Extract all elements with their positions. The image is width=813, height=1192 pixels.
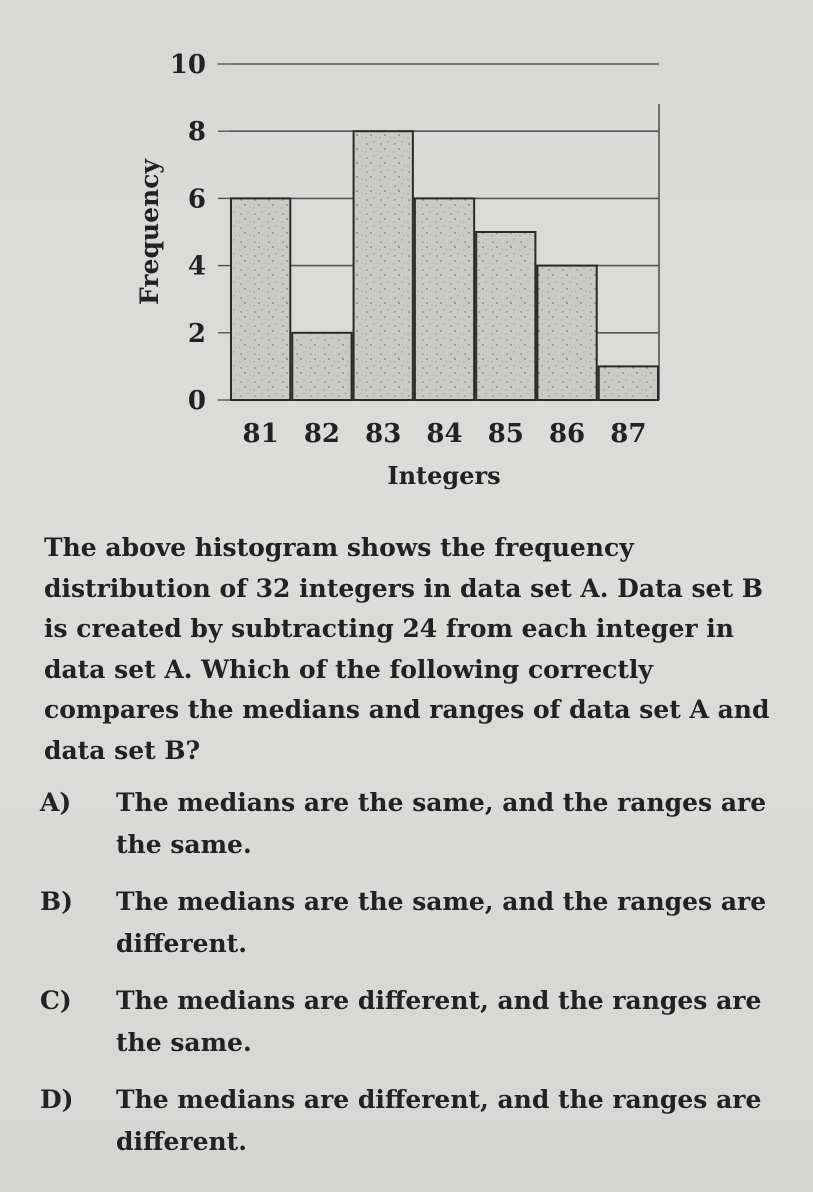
- x-tick-label: 83: [365, 419, 402, 449]
- bar-83: [354, 131, 413, 400]
- y-axis-label: Frequency: [135, 159, 164, 305]
- x-tick-label: 87: [610, 419, 647, 449]
- x-tick-label: 82: [303, 419, 341, 449]
- choice-b-text: The medians are the same, and the ranges are different.: [116, 887, 767, 958]
- choice-a[interactable]: [40, 782, 790, 866]
- y-tick-label: 4: [187, 251, 206, 282]
- choice-a-letter: A): [40, 788, 72, 817]
- y-tick-label: 8: [187, 117, 206, 148]
- choice-c-text: The medians are different, and the ranges are the same.: [116, 986, 762, 1057]
- choice-d-text: The medians are different, and the ranges are different.: [116, 1085, 762, 1156]
- answer-choices: [40, 782, 790, 1178]
- choice-b-letter: B): [40, 887, 73, 916]
- x-tick-label: 84: [426, 419, 463, 449]
- bar-82: [292, 333, 351, 400]
- y-tick-label: 0: [187, 386, 206, 416]
- bar-84: [415, 198, 474, 400]
- choice-d[interactable]: [40, 1079, 790, 1163]
- x-axis-label: Integers: [387, 461, 501, 490]
- bar-81: [231, 198, 290, 400]
- x-tick-label: 81: [242, 419, 279, 449]
- y-tick-label: 6: [187, 184, 206, 215]
- choice-d-letter: D): [40, 1085, 74, 1114]
- bar-86: [537, 266, 596, 400]
- y-tick-label: 2: [187, 318, 206, 349]
- x-tick-label: 85: [487, 419, 524, 449]
- question-text: The above histogram shows the frequency distribution of 32 integers in data set A. Data set B is created by subtracting 24 from each integer in data set A. Which of the following correctly compares the medians and ranges of data set A and data set B?: [44, 533, 770, 765]
- bar-87: [599, 366, 658, 400]
- y-tick-label: 10: [169, 50, 206, 80]
- histogram-chart: [0, 0, 813, 500]
- x-tick-label: 86: [548, 419, 586, 449]
- bar-85: [476, 232, 535, 400]
- choice-c[interactable]: [40, 980, 790, 1064]
- choice-b[interactable]: [40, 881, 790, 965]
- choice-c-letter: C): [40, 986, 72, 1015]
- choice-a-text: The medians are the same, and the ranges are the same.: [116, 788, 767, 859]
